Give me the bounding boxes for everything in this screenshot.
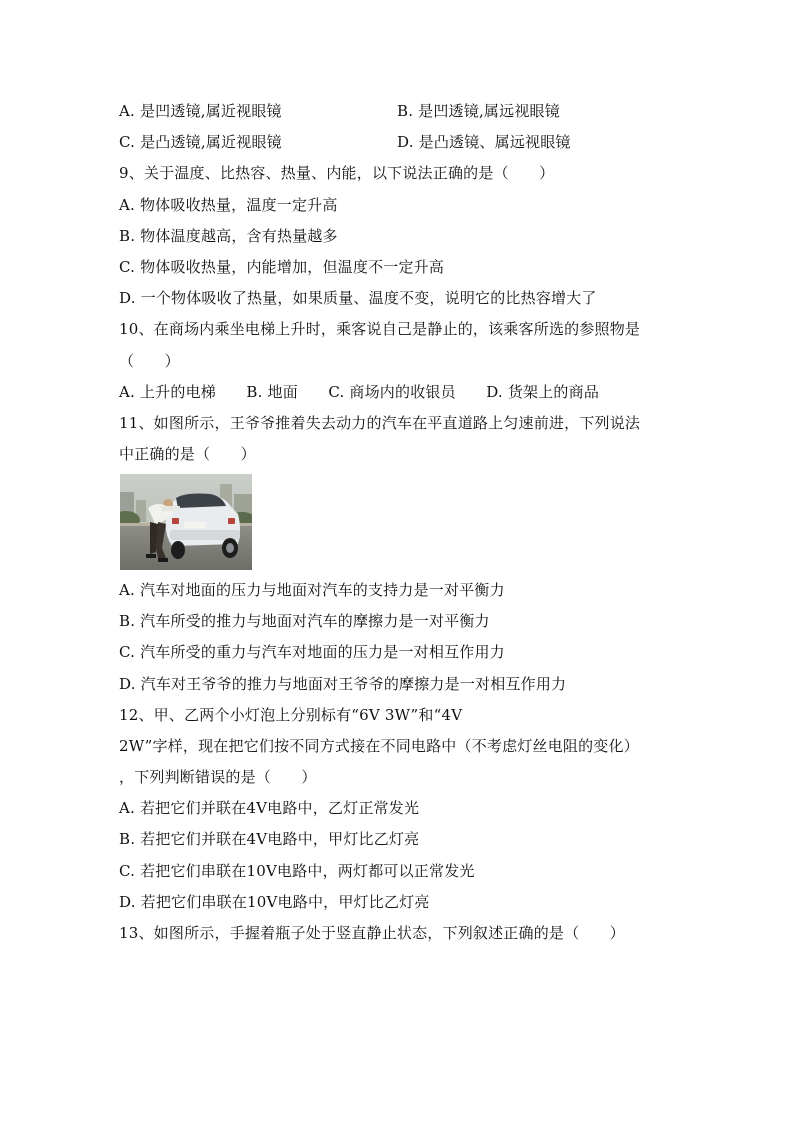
- man-pushing-car-photo: [120, 474, 252, 570]
- q9-option-b: B. 物体温度越高，含有热量越多: [119, 227, 338, 245]
- q8-option-b: B. 是凹透镜,属远视眼镜: [397, 102, 560, 120]
- q10-stem-line1: 10、在商场内乘坐电梯上升时，乘客说自己是静止的，该乘客所选的参照物是: [119, 320, 641, 338]
- q11-option-b: B. 汽车所受的推力与地面对汽车的摩擦力是一对平衡力: [119, 612, 490, 630]
- q12-option-d: D. 若把它们串联在10V电路中，甲灯比乙灯亮: [119, 893, 430, 911]
- q9-stem: 9、关于温度、比热容、热量、内能，以下说法正确的是（ ）: [119, 164, 555, 182]
- q10-options: A. 上升的电梯 B. 地面 C. 商场内的收银员 D. 货架上的商品: [119, 383, 600, 401]
- q10-stem-line2: （ ）: [119, 352, 180, 370]
- q11-option-d: D. 汽车对王爷爷的推力与地面对王爷爷的摩擦力是一对相互作用力: [119, 675, 567, 693]
- q8-option-d: D. 是凸透镜、属远视眼镜: [397, 133, 571, 151]
- q12-option-a: A. 若把它们并联在4V电路中，乙灯正常发光: [119, 799, 420, 817]
- q8-option-a: A. 是凹透镜,属近视眼镜: [119, 102, 282, 120]
- q12-option-b: B. 若把它们并联在4V电路中，甲灯比乙灯亮: [119, 830, 420, 848]
- q9-option-a: A. 物体吸收热量，温度一定升高: [119, 196, 338, 214]
- q9-option-d: D. 一个物体吸收了热量，如果质量、温度不变，说明它的比热容增大了: [119, 289, 597, 307]
- q12-option-c: C. 若把它们串联在10V电路中，两灯都可以正常发光: [119, 862, 475, 880]
- q11-stem-line2: 中正确的是（ ）: [119, 445, 256, 463]
- q11-option-c: C. 汽车所受的重力与汽车对地面的压力是一对相互作用力: [119, 643, 505, 661]
- q11-stem-line1: 11、如图所示，王爷爷推着失去动力的汽车在平直道路上匀速前进，下列说法: [119, 414, 641, 432]
- q9-option-c: C. 物体吸收热量，内能增加，但温度不一定升高: [119, 258, 445, 276]
- q11-option-a: A. 汽车对地面的压力与地面对汽车的支持力是一对平衡力: [119, 581, 505, 599]
- q13-stem: 13、如图所示，手握着瓶子处于竖直静止状态，下列叙述正确的是（ ）: [119, 924, 625, 942]
- q12-stem-line1: 12、甲、乙两个小灯泡上分别标有“6V 3W”和“4V: [119, 706, 463, 724]
- q8-option-c: C. 是凸透镜,属近视眼镜: [119, 133, 282, 151]
- q12-stem-line3: ，下列判断错误的是（ ）: [119, 768, 317, 786]
- q12-stem-line2: 2W”字样，现在把它们按不同方式接在不同电路中（不考虑灯丝电阻的变化）: [119, 737, 639, 755]
